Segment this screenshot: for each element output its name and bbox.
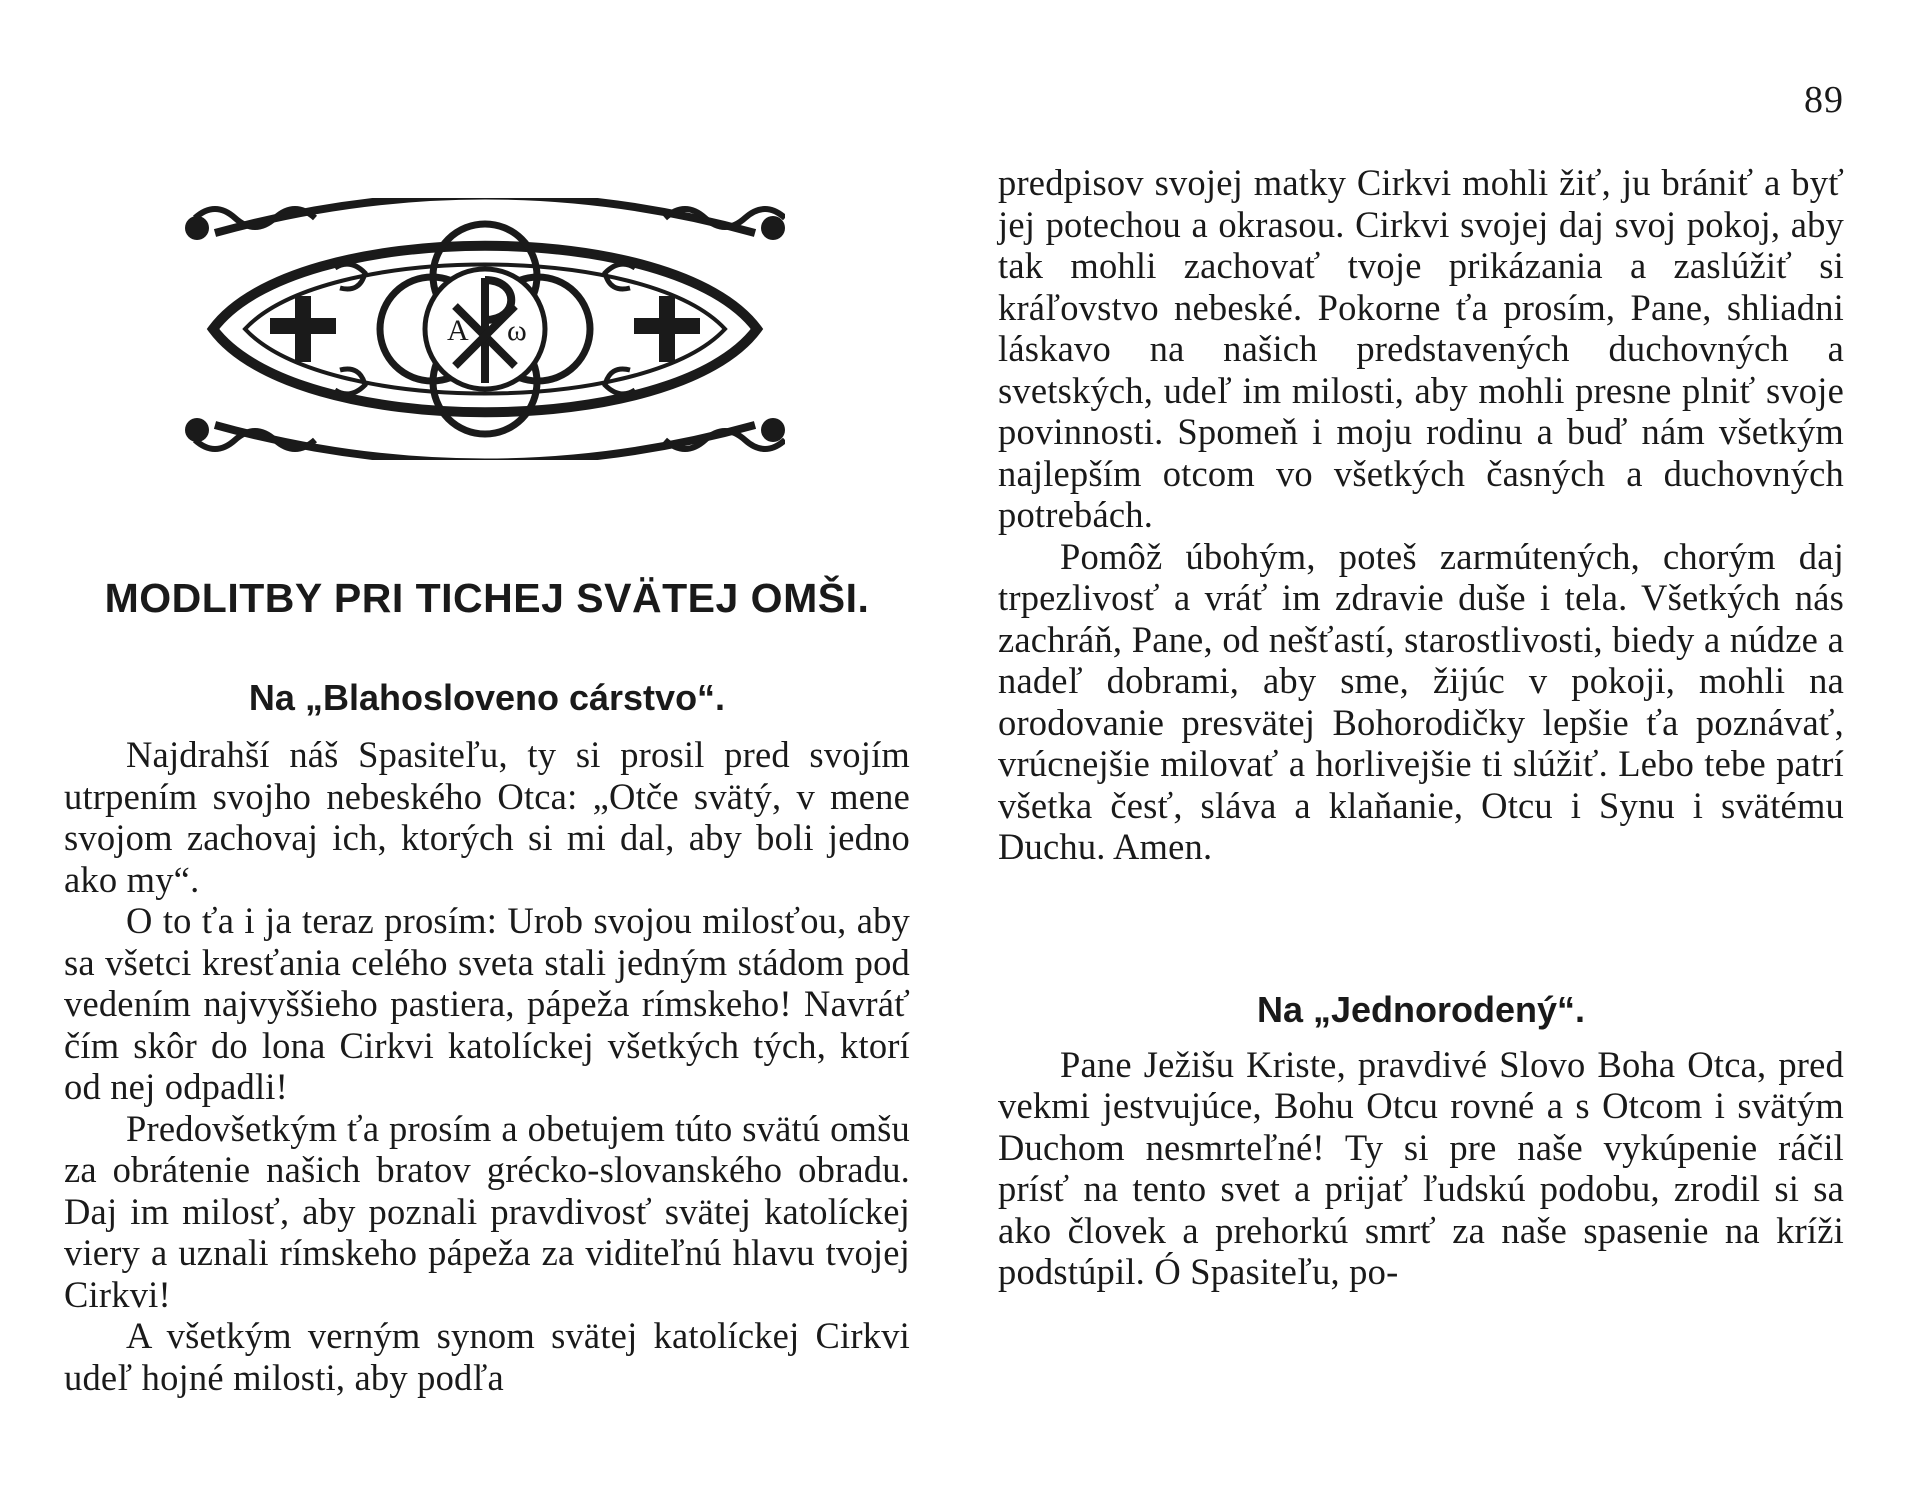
paragraph-continuation: predpisov svojej matky Cirkvi mohli žiť, ju brániť a byť jej potechou a okrasou. Cirkvi svojej daj svoj pokoj, aby tak mohli zachovať tvoje prikázania a zaslúžiť si kráľovstvo nebeské. Pokorne ťa prosím, Pane, shliadni láskavo na našich predstavených duchovných a svetských, udeľ im milosti, aby mohli presne plniť svoje povinnosti. Spomeň i moju rodinu a buď nám všetkým najlepším otcom vo všetkých časných a duchovných potrebách. <box>998 162 1844 535</box>
paragraph: Predovšetkým ťa prosím a obetujem túto svätú omšu za obrátenie našich bratov grécko-slovanského obradu. Daj im milosť, aby poznali pravdivosť svätej katolíckej viery a uznali rímskeho pápeža za viditeľnú hlavu tvojej Cirkvi! <box>64 1107 910 1315</box>
page-number: 89 <box>1804 79 1844 121</box>
chi-rho-ornament-icon <box>185 198 785 460</box>
right-column <box>998 162 1844 1293</box>
paragraph: A všetkým verným synom svätej katolíckej Cirkvi udeľ hojné milosti, aby podľa <box>64 1315 910 1398</box>
paragraph: Pomôž úbohým, poteš zarmútených, chorým daj trpezlivosť a vráť im zdravie duše i tela. Všetkých nás zachráň, Pane, od nešťastí, starostlivosti, biedy a núdze a nadeľ dobrami, aby sme, žijúc v pokoji, mohli na orodovanie presvätej Bohorodičky lepšie ťa poznávať, vrúcnejšie milovať a horlivejšie ti slúžiť. Lebo tebe patrí všetka česť, sláva a klaňanie, Otcu i Synu i svätému Duchu. Amen. <box>998 535 1844 867</box>
paragraph: O to ťa i ja teraz prosím: Urob svojou milosťou, aby sa všetci kresťania celého sveta stali jedným stádom pod vedením najvyššieho pastiera, pápeža rímskeho! Navráť čím skôr do lona Cirkvi katolíckej všetkých tých, ktorí od nej odpadli! <box>64 900 910 1107</box>
section-heading-jednorodeny: Na „Jednorodený“. <box>1256 988 1586 1030</box>
section-heading-blahosloveno: Na „Blahosloveno cárstvo“. <box>248 677 726 718</box>
paragraph: Pane Ježišu Kriste, pravdivé Slovo Boha Otca, pred vekmi jestvujúce, Bohu Otcu rovné a s Otcom i svätým Duchom nesmrteľné! Ty si pre naše vykúpenie ráčil prísť na tento svet a prijať ľudskú podobu, zrodil si sa ako človek a prehorkú smrť za naše spasenie na kríži podstúpil. Ó Spasiteľu, po- <box>998 1043 1844 1292</box>
left-column <box>64 570 910 1398</box>
omega-letter: ω <box>507 314 527 347</box>
paragraph: Najdrahší náš Spasiteľu, ty si prosil pred svojím utrpením svojho nebeského Otca: „Otče svätý, v mene svojom zachovaj ich, ktorých si mi dal, aby boli jedno ako my“. <box>64 734 910 900</box>
main-title: MODLITBY PRI TICHEJ SVÄTEJ OMŠI. <box>104 575 870 621</box>
alpha-letter: A <box>447 314 469 347</box>
